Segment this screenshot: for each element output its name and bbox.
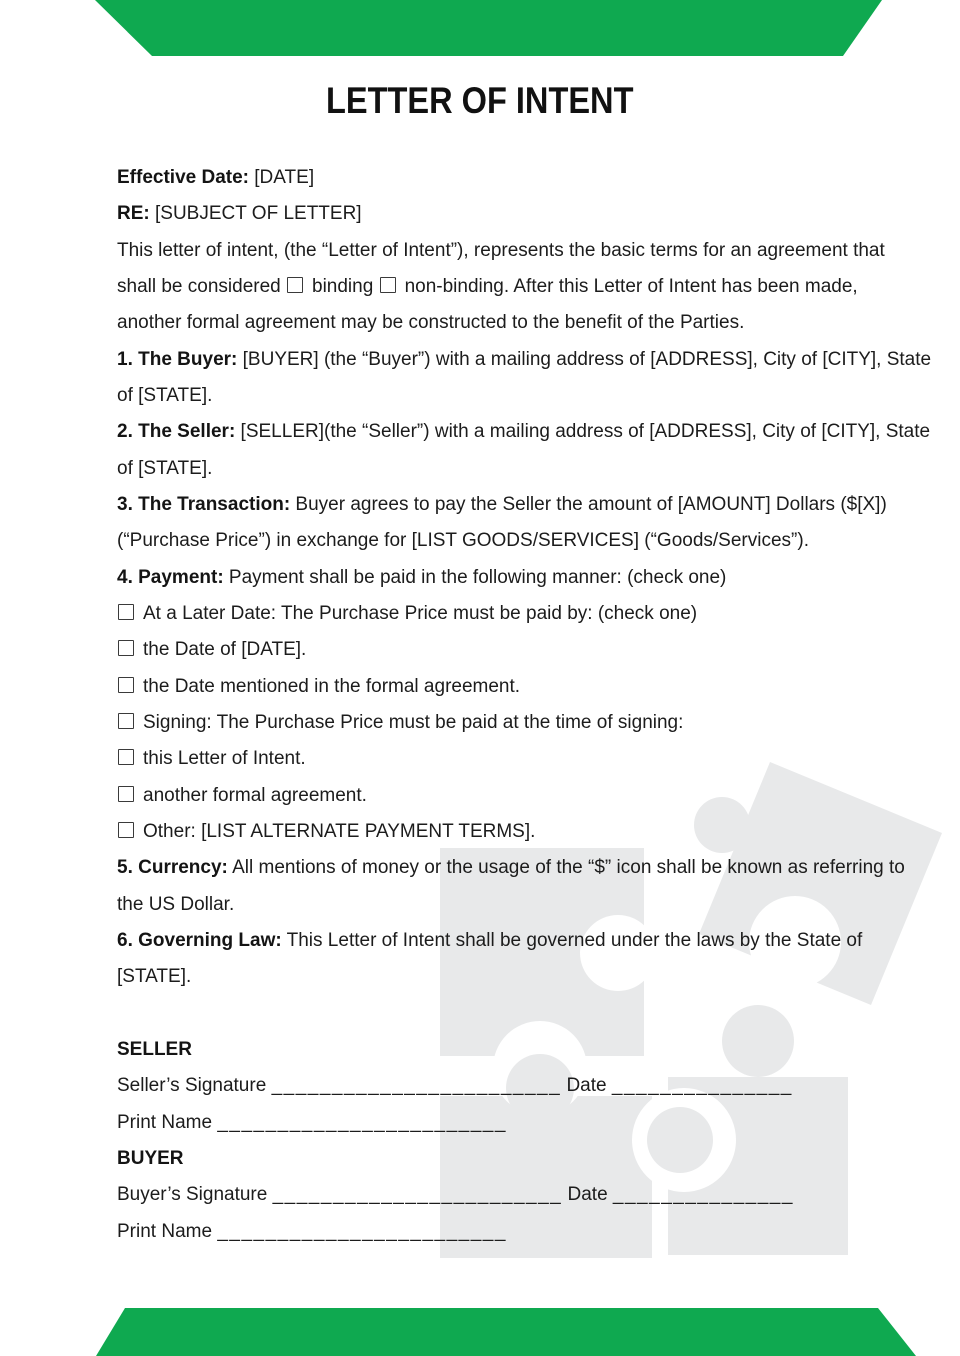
governing-law-line-1: 6. Governing Law: This Letter of Intent shall be governed under the laws by the State of — [117, 929, 863, 951]
seller-signature-label: Seller’s Signature — [117, 1075, 272, 1097]
seller-signature-line — [117, 1068, 857, 1104]
payment-option-later-date: At a Later Date: The Purchase Price must be paid by: (check one) — [117, 596, 857, 632]
effective-date-label: Effective Date: — [117, 167, 249, 188]
currency-section-label: 5. Currency: — [117, 857, 228, 879]
payment-section-line: 4. Payment: Payment shall be paid in the following manner: (check one) — [117, 566, 727, 588]
payment-option-date: the Date of [DATE]. — [117, 632, 857, 668]
transaction-section-line-2: (“Purchase Price”) in exchange for [LIST GOODS/SERVICES] (“Goods/Services”). — [117, 530, 809, 552]
re-value: [SUBJECT OF LETTER] — [149, 203, 362, 225]
currency-section-line-1: 5. Currency: All mentions of money or the usage of the “$” icon shall be known as referring to — [117, 857, 905, 879]
pay-letter-of-intent-checkbox[interactable] — [118, 749, 134, 765]
payment-option-other: Other: [LIST ALTERNATE PAYMENT TERMS]. — [117, 814, 857, 850]
payment-option-signing: Signing: The Purchase Price must be paid at the time of signing: — [117, 705, 857, 741]
buyer-print-name-line — [117, 1214, 857, 1250]
payment-section-label: 4. Payment: — [117, 566, 224, 588]
pay-later-date-checkbox[interactable] — [118, 604, 134, 620]
buyer-signature-line — [117, 1177, 857, 1213]
governing-law-line-2: [STATE]. — [117, 966, 192, 988]
seller-date-field[interactable]: _______________ — [611, 1075, 793, 1097]
pay-date-checkbox[interactable] — [118, 640, 134, 656]
buyer-date-label: Date — [562, 1184, 613, 1206]
seller-heading: SELLER — [117, 1038, 192, 1060]
payment-option-letter-of-intent: this Letter of Intent. — [117, 741, 857, 777]
pay-formal-agreement-checkbox[interactable] — [118, 786, 134, 802]
effective-date-value: [DATE] — [249, 167, 315, 188]
page-title: LETTER OF INTENT — [326, 80, 634, 121]
buyer-section-line-1: 1. The Buyer: [BUYER] (the “Buyer”) with a mailing address of [ADDRESS], City of [CITY], State — [117, 348, 932, 370]
buyer-date-field[interactable]: _______________ — [612, 1184, 794, 1206]
non-binding-checkbox[interactable] — [380, 277, 396, 293]
seller-print-name-label: Print Name — [117, 1111, 218, 1133]
top-green-banner — [0, 0, 960, 58]
pay-signing-checkbox[interactable] — [118, 713, 134, 729]
buyer-print-name-label: Print Name — [117, 1220, 218, 1242]
seller-print-name-line — [117, 1105, 857, 1141]
letter-body — [117, 160, 932, 1250]
buyer-section-line-2: of [STATE]. — [117, 384, 213, 406]
intro-line-3: another formal agreement may be constructed to the benefit of the Parties. — [117, 312, 745, 334]
transaction-section-line-1: 3. The Transaction: Buyer agrees to pay the Seller the amount of [AMOUNT] Dollars ($[X]) — [117, 493, 887, 515]
effective-date-line — [117, 160, 857, 196]
seller-section-label: 2. The Seller: — [117, 421, 236, 443]
payment-option-formal-date: the Date mentioned in the formal agreement. — [117, 669, 857, 705]
re-line — [117, 196, 857, 232]
bottom-green-banner — [0, 1306, 960, 1356]
intro-line-2: shall be considered binding non-binding. After this Letter of Intent has been made, — [117, 275, 858, 297]
transaction-section-label: 3. The Transaction: — [117, 493, 291, 515]
payment-option-formal-agreement: another formal agreement. — [117, 778, 857, 814]
seller-section-line-1: 2. The Seller: [SELLER](the “Seller”) with a mailing address of [ADDRESS], City of [CITY], State — [117, 421, 931, 443]
intro-line-1: This letter of intent, (the “Letter of Intent”), represents the basic terms for an agreement that — [117, 239, 885, 261]
currency-section-line-2: the US Dollar. — [117, 893, 235, 915]
buyer-section-label: 1. The Buyer: — [117, 348, 238, 370]
seller-date-label: Date — [561, 1075, 612, 1097]
re-label: RE: — [117, 203, 150, 225]
buyer-signature-label: Buyer’s Signature — [117, 1184, 273, 1206]
pay-other-checkbox[interactable] — [118, 822, 134, 838]
buyer-print-name-field[interactable]: ________________________ — [217, 1220, 507, 1242]
governing-law-label: 6. Governing Law: — [117, 929, 282, 951]
pay-formal-date-checkbox[interactable] — [118, 677, 134, 693]
seller-signature-field[interactable]: ________________________ — [271, 1075, 562, 1097]
seller-print-name-field[interactable]: ________________________ — [217, 1111, 507, 1133]
buyer-signature-field[interactable]: ________________________ — [272, 1184, 563, 1206]
buyer-heading: BUYER — [117, 1147, 184, 1169]
binding-checkbox[interactable] — [287, 277, 303, 293]
seller-section-line-2: of [STATE]. — [117, 457, 213, 479]
